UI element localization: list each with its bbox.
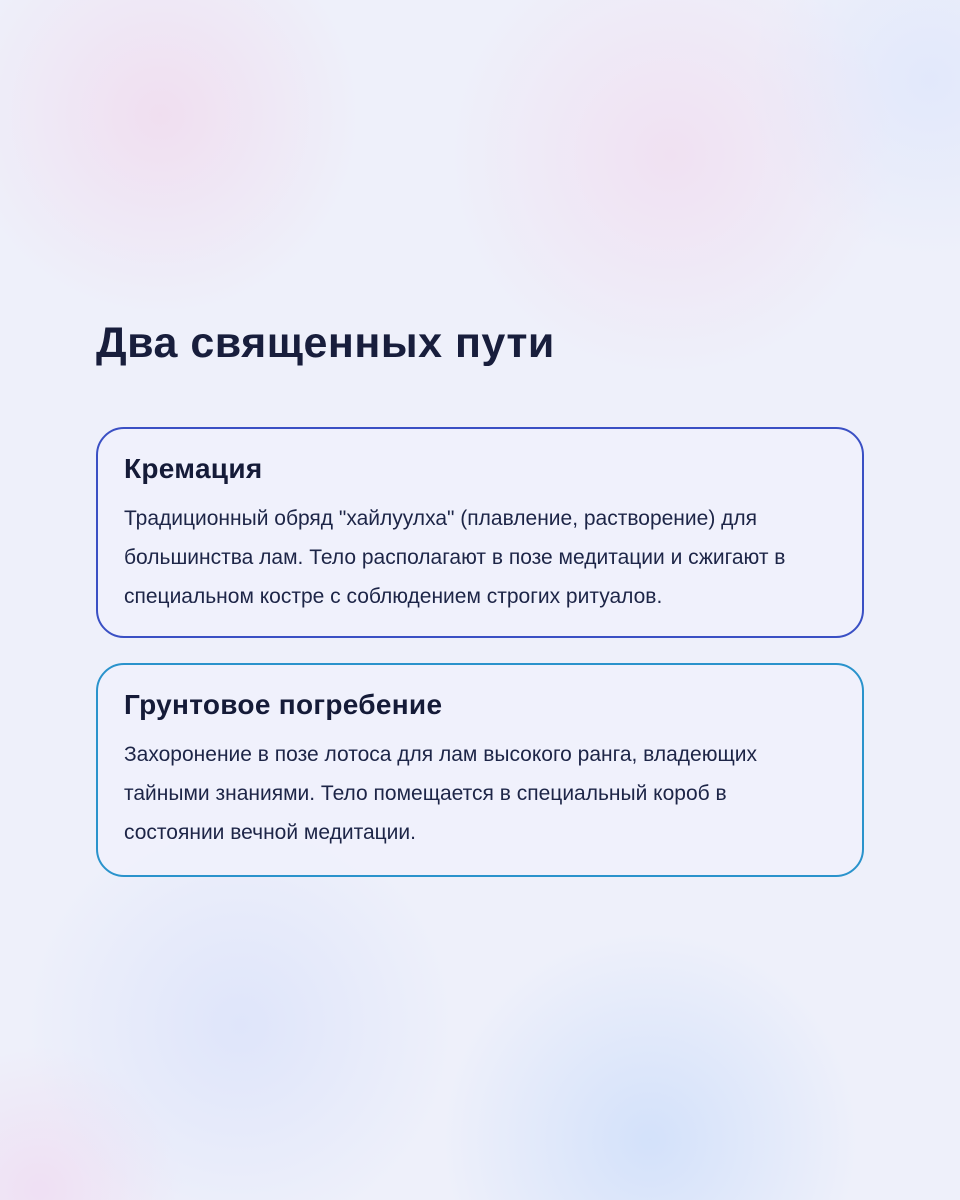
card-cremation xyxy=(96,427,864,638)
body-line: тайными знаниями. Тело помещается в специальный короб в xyxy=(124,782,727,805)
body-line: Традиционный обряд "хайлуулха" (плавление, растворение) для xyxy=(124,507,758,530)
body-line: состоянии вечной медитации. xyxy=(124,821,416,844)
body-line: большинства лам. Тело располагают в позе медитации и сжигают в xyxy=(124,546,786,569)
card-ground-burial xyxy=(96,663,864,877)
card-cremation-body xyxy=(124,499,836,616)
card-ground-burial-body xyxy=(124,735,836,852)
page-title: Два священных пути xyxy=(96,319,555,367)
body-line: специальном костре с соблюдением строгих ритуалов. xyxy=(124,585,663,608)
card-cremation-heading: Кремация xyxy=(124,453,263,484)
card-ground-burial-heading: Грунтовое погребение xyxy=(124,689,443,720)
body-line: Захоронение в позе лотоса для лам высокого ранга, владеющих xyxy=(124,743,757,766)
